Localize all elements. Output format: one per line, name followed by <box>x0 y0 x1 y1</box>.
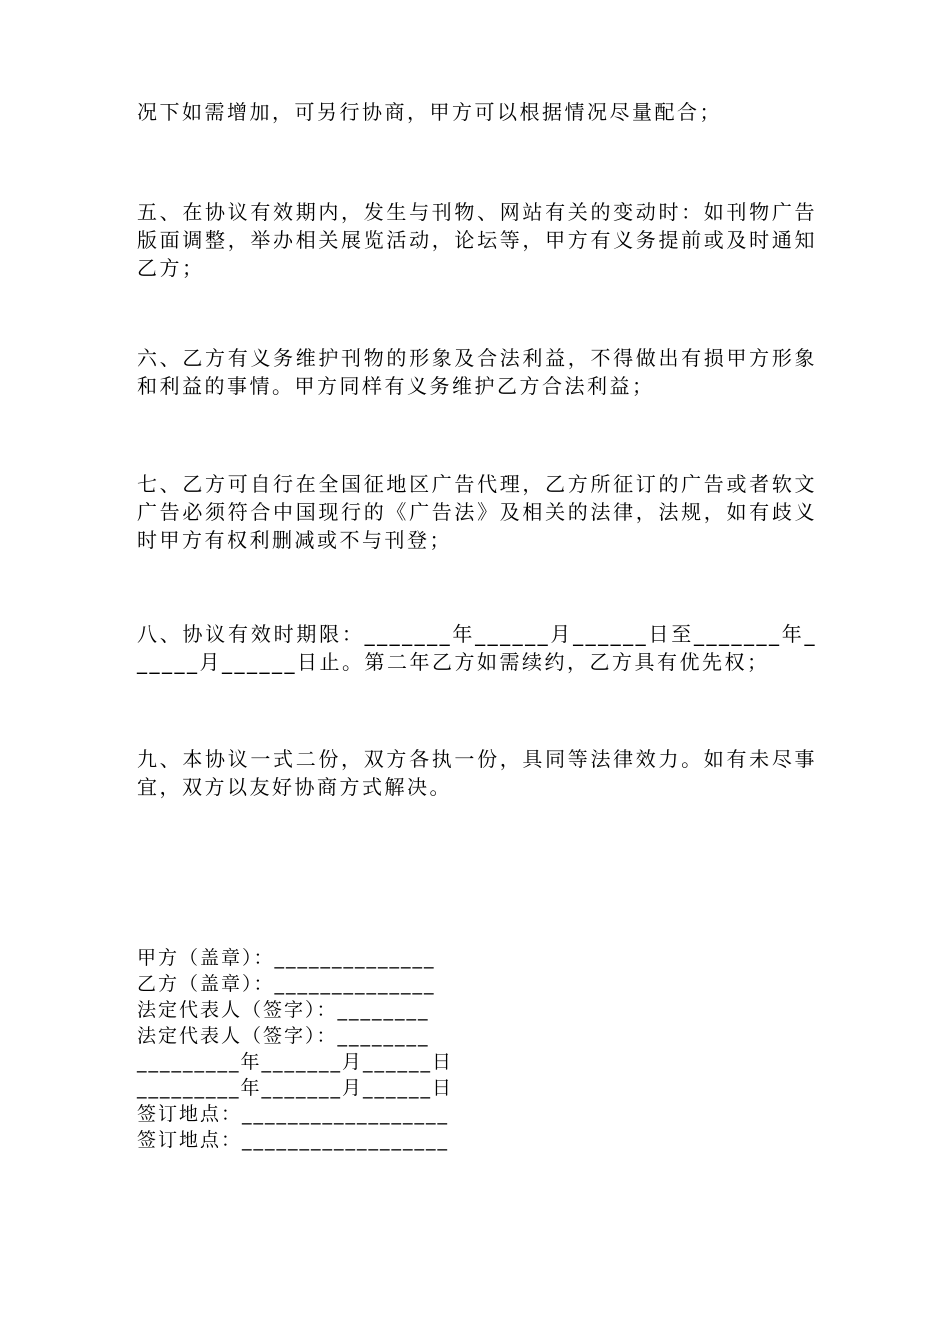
clause-5: 五、在协议有效期内，发生与刊物、网站有关的变动时：如刊物广告版面调整，举办相关展览活动，论坛等，甲方有义务提前或及时通知乙方； <box>137 200 817 280</box>
signing-place-line-b: 签订地点：__________________ <box>137 1129 450 1151</box>
clause-7: 七、乙方可自行在全国征地区广告代理，乙方所征订的广告或者软文广告必须符合中国现行的《广告法》及相关的法律，法规，如有歧义时甲方有权利删减或不与刊登； <box>137 472 817 552</box>
clause-continuation: 况下如需增加，可另行协商，甲方可以根据情况尽量配合； <box>137 100 722 124</box>
date-line-b: _________年_______月______日 <box>137 1077 454 1099</box>
clause-6: 六、乙方有义务维护刊物的形象及合法利益，不得做出有损甲方形象和利益的事情。甲方同样有义务维护乙方合法利益； <box>137 346 817 398</box>
date-line-a: _________年_______月______日 <box>137 1051 454 1073</box>
legal-rep-signature-line-a: 法定代表人（签字）：________ <box>137 999 430 1021</box>
signature-block <box>137 945 457 1153</box>
signing-place-line-a: 签订地点：__________________ <box>137 1103 450 1125</box>
legal-rep-signature-line-b: 法定代表人（签字）：________ <box>137 1025 430 1047</box>
party-a-seal-line: 甲方（盖章）：______________ <box>137 947 436 969</box>
clause-8: 八、协议有效时期限：_______年______月______日至_______年______月______日止。第二年乙方如需续约，乙方具有优先权； <box>137 622 817 674</box>
clause-9: 九、本协议一式二份，双方各执一份，具同等法律效力。如有未尽事宜，双方以友好协商方式解决。 <box>137 747 817 799</box>
party-b-seal-line: 乙方（盖章）：______________ <box>137 973 436 995</box>
